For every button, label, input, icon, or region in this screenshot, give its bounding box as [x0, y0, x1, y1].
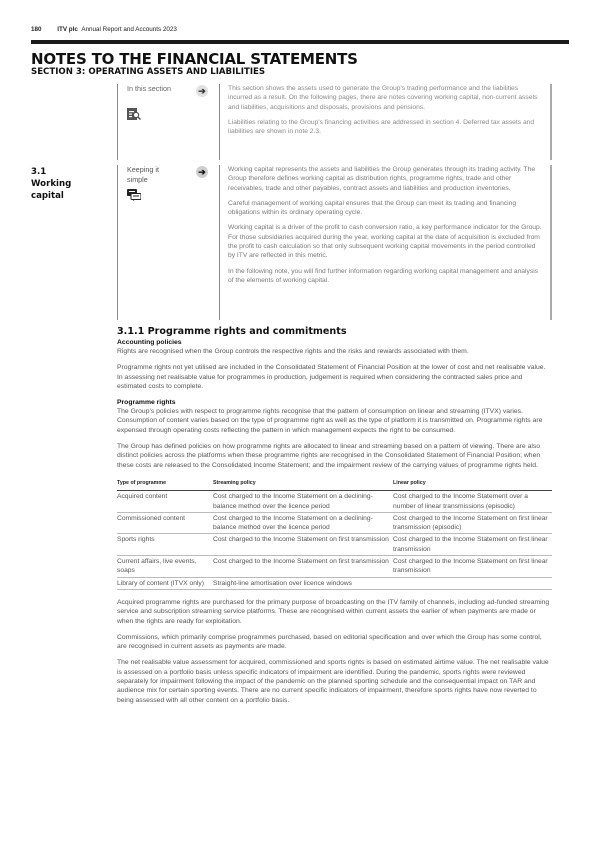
divider [219, 165, 220, 320]
column-header: Type of programme [117, 477, 213, 491]
table-row [117, 556, 552, 578]
divider [219, 84, 220, 160]
table-cell: Cost charged to the Income Statement on first transmission [213, 556, 393, 578]
divider [117, 84, 118, 160]
in-this-section-label: In this section [127, 84, 171, 93]
section-number: 3.1 [31, 167, 47, 177]
programme-policy-table [117, 477, 552, 590]
column-header: Linear policy [393, 477, 552, 491]
divider [117, 165, 118, 320]
table-cell: Acquired content [117, 491, 213, 513]
table-row [117, 512, 552, 534]
page-title: NOTES TO THE FINANCIAL STATEMENTS [31, 50, 358, 68]
table-cell: Cost charged to the Income Statement on a declining-balance method over the licence period [213, 512, 393, 534]
table-row [117, 577, 552, 589]
publication-title: Annual Report and Accounts 2023 [81, 26, 177, 33]
keeping-it-simple-label: Keeping it simple [127, 165, 159, 184]
keeping-it-simple-box [117, 165, 552, 320]
paragraph: Rights are recognised when the Group controls the respective rights and the risks and rewards associated with them. [117, 348, 469, 355]
table-cell: Straight-line amortisation over licence windows [213, 577, 393, 589]
divider [550, 165, 552, 320]
table-row [117, 491, 552, 513]
paragraph: The Group has defined policies on how programme rights are allocated to linear and streaming based on a pattern of viewing. There are also distinct policies across the platforms when these programme rights are recognised in the Consolidated Statement of Financial Position; when these costs are released to the Consolidated Income Statement; and the impairment review of the carrying values of programme rights held. [117, 443, 541, 469]
table-cell: Cost charged to the Income Statement on first linear transmission (episodic) [393, 512, 552, 534]
section-heading [31, 166, 71, 202]
arrow-right-icon: ➔ [196, 85, 208, 97]
paragraph: The net realisable value assessment for acquired, commissioned and sports rights is based on estimated airtime value. The net realisable value is assessed on a portfolio basis unless specific indicators of impairment are identified. During the pandemic, sports rights were reviewed separately for impairment following the impact of the pandemic on the planned sporting schedule and the consequential impact on TAR and audience mix for certain sporting events. There are no current specific indicators of impairment, therefore sports rights have now reverted to being assessed with all other content on a portfolio basis. [117, 659, 549, 704]
table-cell: Sports rights [117, 534, 213, 556]
header-rule [31, 40, 569, 44]
paragraph: Programme rights not yet utilised are included in the Consolidated Statement of Financial Position at the lower of cost and net realisable value. In assessing net realisable value for programmes in production, judgement is required when considering the contracted sales price and estimated costs to complete. [117, 364, 546, 390]
paragraph: Working capital represents the assets and liabilities the Group generates through its trading activity. The Group therefore defines working capital as distribution rights, programme rights, trade and other receivables, trade and other payables, contract assets and liabilities and production inventories. [228, 166, 536, 192]
table-cell: Cost charged to the Income Statement on first linear transmission [393, 556, 552, 578]
table-cell: Cost charged to the Income Statement on a declining-balance method over the licence period [213, 491, 393, 513]
table-cell: Library of content (ITVX only) [117, 577, 213, 589]
brand-name: ITV plc [57, 26, 78, 33]
programme-rights-heading: Programme rights [117, 399, 176, 407]
chat-bubbles-icon [127, 189, 141, 201]
table-cell [393, 577, 552, 589]
paragraph: Commissions, which primarily comprise programmes purchased, based on editorial specification and over which the Group has some control, are recognised in current assets as payments are made. [117, 633, 542, 651]
table-cell: Cost charged to the Income Statement over a number of linear transmissions (episodic) [393, 491, 552, 513]
paragraph: Working capital is a driver of the profit to cash conversion ratio, a key performance indicator for the Group. For those subsidiaries acquired during the year, working capital at the date of acquisition is excluded from the profit to cash calculation so that only subsequent working capital movements in the period controlled by ITV are reflected in this metric. [228, 224, 542, 260]
subsection-heading: 3.1.1 Programme rights and commitments [117, 326, 347, 337]
main-content [117, 326, 552, 712]
arrow-right-icon: ➔ [196, 166, 208, 178]
paragraph: In the following note, you will find further information regarding working capital management and analysis of the elements of working capital. [228, 267, 539, 284]
table-header-row [117, 477, 552, 491]
page-header [31, 26, 177, 33]
table-row [117, 534, 552, 556]
table-cell: Commissioned content [117, 512, 213, 534]
section-subtitle: SECTION 3: OPERATING ASSETS AND LIABILITIES [31, 67, 266, 77]
in-this-section-content [228, 84, 544, 142]
accounting-policies-heading: Accounting policies [117, 339, 182, 346]
keeping-it-simple-content [228, 165, 544, 291]
table-cell: Cost charged to the Income Statement on first linear transmission [393, 534, 552, 556]
document-search-icon [127, 108, 141, 120]
in-this-section-box [117, 84, 552, 160]
paragraph: Careful management of working capital ensures that the Group can meet its trading and financing obligations within its ordinary operating cycle. [228, 199, 517, 217]
paragraph: This section shows the assets used to generate the Group's trading performance and the liabilities incurred as a result. On the following pages, there are notes covering working capital, non-current assets and liabilities, acquisitions and disposals, provisions and pensions. [228, 85, 538, 111]
column-header: Streaming policy [213, 477, 393, 491]
section-title-line: Working [31, 179, 72, 189]
paragraph: Liabilities relating to the Group's financing activities are addressed in section 4. Deferred tax assets and liabilities are shown in note 2.3. [228, 118, 535, 136]
page-number: 180 [31, 26, 42, 33]
paragraph: The Group's policies with respect to programme rights recognise that the pattern of consumption on linear and streaming (ITVX) varies. Consumption of content varies based on the type of programme right as well as the type of platform it is transmitted on. Programme rights are expensed through operating costs reflecting the pattern in which management expects the right to be consumed. [117, 408, 543, 434]
paragraph: Acquired programme rights are purchased for the primary purpose of broadcasting on the ITV family of channels, including ad-funded streaming service and subscription streaming service platforms. These are recognised within current assets the earlier of when payments are made or when the rights are ready for exploitation. [117, 598, 550, 625]
section-title-line: capital [31, 191, 64, 201]
table-cell: Current affairs, live events, soaps [117, 556, 213, 578]
table-cell: Cost charged to the Income Statement on first transmission [213, 534, 393, 556]
divider [550, 84, 552, 160]
